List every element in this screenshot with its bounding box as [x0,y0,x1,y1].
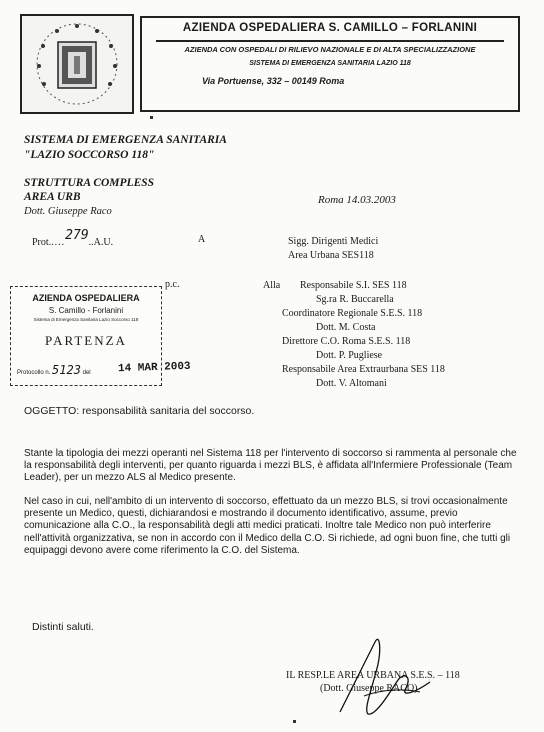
signature-title: IL RESP.LE AREA URBANA S.E.S. – 118 [286,670,460,681]
stamp-protocol-number: 5123 [52,363,81,377]
subject-line: OGGETTO: responsabilità sanitaria del soccorso. [24,405,255,417]
system-line-1: SISTEMA DI EMERGENZA SANITARIA [24,134,227,146]
stamp-system: Sistema di Emergenza Sanitaria Lazio Soccorso 118 [33,317,139,322]
recipient-main-1: Sigg. Dirigenti Medici [288,236,379,247]
cc-recipient-7: Responsabile Area Extraurbana SES 118 [282,364,445,375]
header-divider [156,40,504,42]
protocol-line: Prot.....279..A.U. [32,228,114,248]
cc-recipient-1: Responsabile S.I. SES 118 [300,280,407,291]
cc-recipient-5: Direttore C.O. Roma S.E.S. 118 [282,336,411,347]
stamp-date-label: del [82,370,91,376]
sender-doctor: Dott. Giuseppe Raco [24,206,112,217]
structure-line-2: AREA URB [24,191,81,203]
structure-line-1: STRUTTURA COMPLESS [24,177,155,189]
stamp-protocol-label: Protocollo n. [17,370,51,376]
cc-label: Alla [263,280,281,291]
org-subtitle-2: SISTEMA DI EMERGENZA SANITARIA LAZIO 118 [249,60,411,67]
scan-speck [293,720,296,723]
cc-recipient-8: Dott. V. Altomani [316,378,387,389]
org-subtitle-1: AZIENDA CON OSPEDALI DI RILIEVO NAZIONALE E DI ALTA SPECIALIZZAZIONE [184,45,476,54]
body-paragraph-1: Stante la tipologia dei mezzi operanti nel Sistema 118 per l'intervento di soccorso si rammenta al personale che la responsabilità degli interventi, per quanto riguarda i mezzi BLS, è affidata all'Infermiere Professionale (Team Leader), per un mezzo ALS al Medico presente. [24,448,517,484]
cc-recipient-2: Sg.ra R. Buccarella [316,294,394,305]
stamp-org: AZIENDA OSPEDALIERA [32,293,140,303]
stamp-label: PARTENZA [45,333,127,348]
body-paragraph-2: Nel caso in cui, nell'ambito di un intervento di soccorso, effettuato da un mezzo BLS, si trovi occasionalmente presente un Medico, questi, dichiarandosi e mostrando il documento identificativo, assume, previo comunicazione alla C.O., la responsabilità degli atti medici praticati. Inoltre tale Medico non può interferire nell'attività organizzativa, se non in accordo con il Medico della C.O. Si richiede, ad ogni buon fine, che tutti gli equipaggi devono avere come riferimento la C.O. del Sistema. [24,496,511,556]
scan-speck [150,116,153,119]
signature-name: (Dott. Giuseppe RACO) [320,683,418,694]
cc-recipient-6: Dott. P. Pugliese [316,350,383,361]
cc-recipient-3: Coordinatore Regionale S.E.S. 118 [282,308,423,319]
hospital-logo [20,14,134,114]
handwritten-signature-icon [320,632,450,722]
cc-marker: p.c. [165,279,180,290]
hospital-crest-icon [22,16,132,112]
org-address: Via Portuense, 332 – 00149 Roma [202,76,345,86]
stamp-date: 14 MAR 2003 [117,360,191,376]
letterhead [140,16,520,112]
to-label: A [198,234,206,245]
cc-recipient-4: Dott. M. Costa [316,322,376,333]
recipient-main-2: Area Urbana SES118 [288,250,374,261]
stamp-hospital: S. Camillo - Forlanini [48,306,124,315]
system-line-2: "LAZIO SOCCORSO 118" [24,149,155,161]
protocol-label: Prot. [32,237,52,248]
org-name: AZIENDA OSPEDALIERA S. CAMILLO – FORLANINI [182,22,478,34]
protocol-number: 279 [65,228,89,243]
protocol-suffix: A.U. [93,237,114,248]
letter-date: Roma 14.03.2003 [318,194,396,206]
closing-text: Distinti saluti. [32,621,94,633]
